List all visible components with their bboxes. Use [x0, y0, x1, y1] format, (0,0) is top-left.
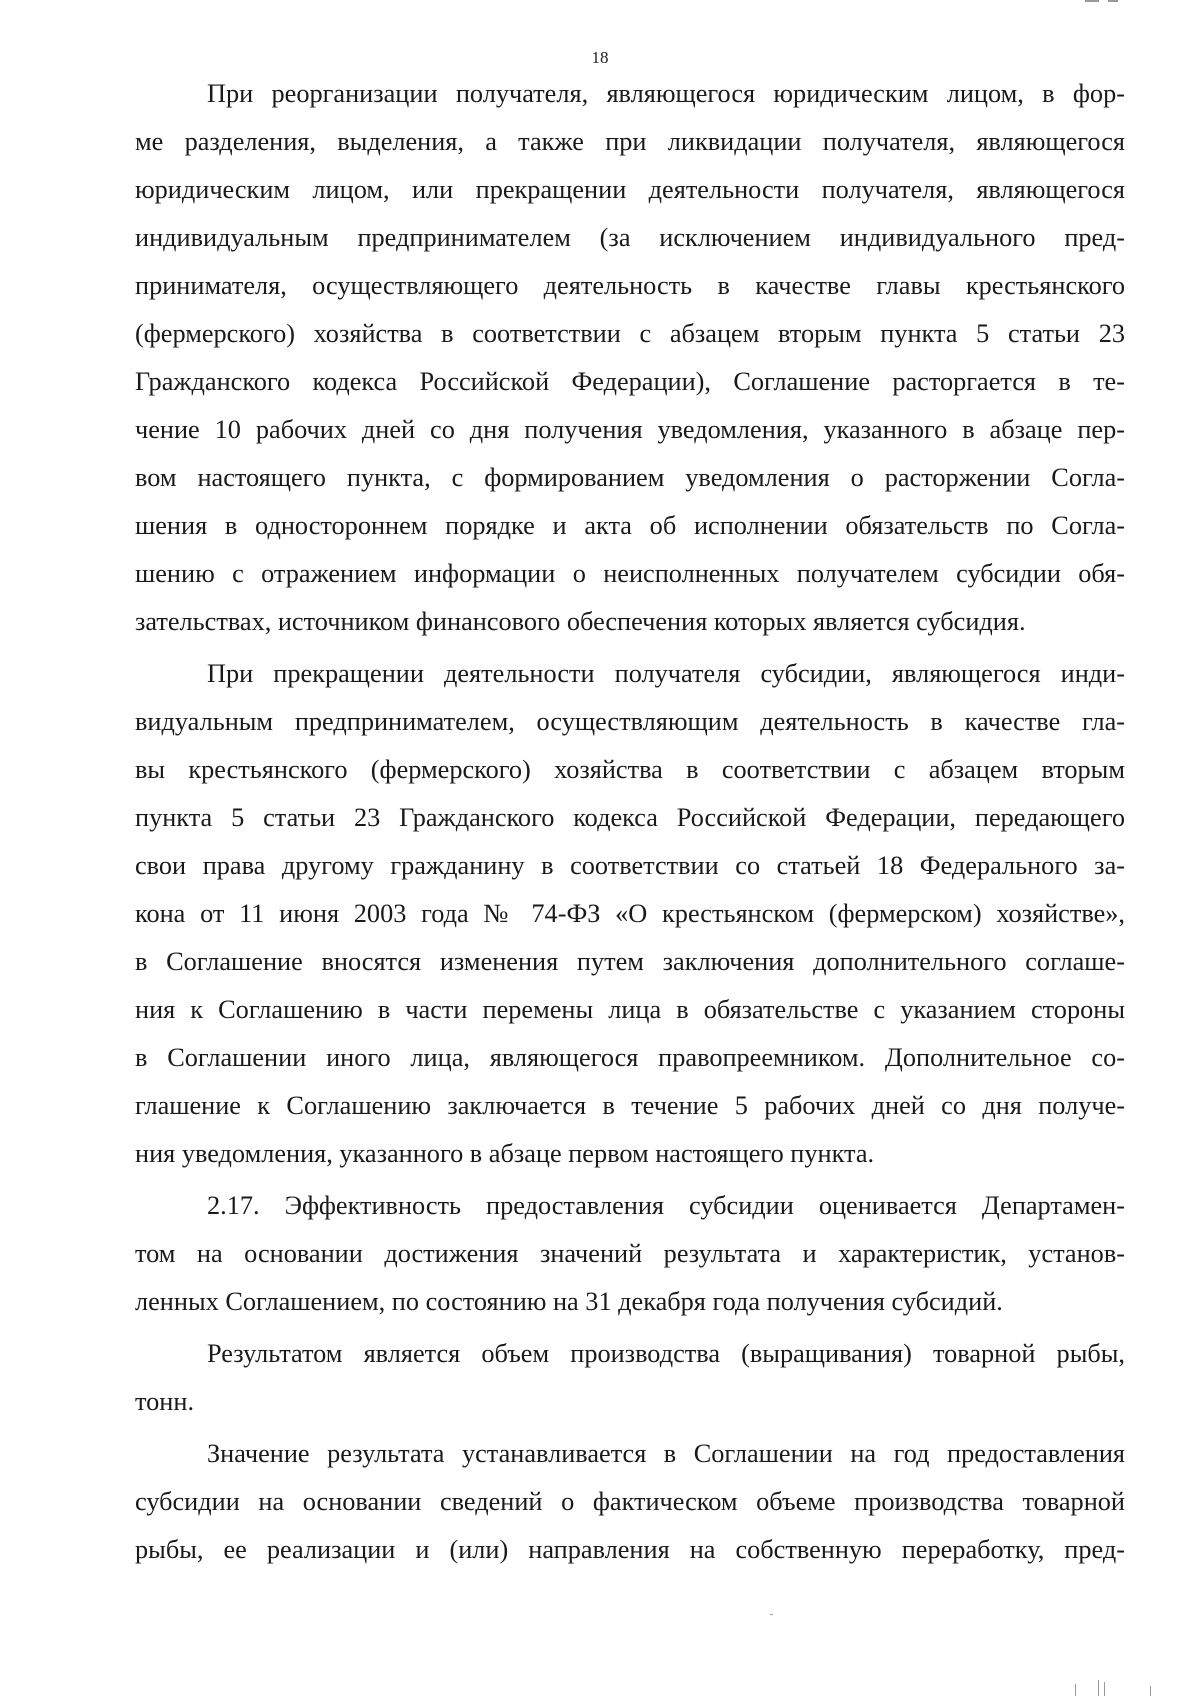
scan-artifact	[1108, 0, 1118, 2]
text-line: в Соглашение вносятся изменения путем заключения дополнительного соглаше-	[135, 947, 1125, 976]
scan-artifact	[1098, 1680, 1099, 1696]
text-line: тонн.	[135, 1387, 195, 1416]
text-line: вы крестьянского (фермерского) хозяйства в соответствии с абзацем вторым	[135, 755, 1125, 784]
text-line: шению с отражением информации о неисполненных получателем субсидии обя-	[135, 559, 1125, 588]
text-line: ме разделения, выделения, а также при ликвидации получателя, являющегося	[135, 127, 1125, 156]
paragraph-result	[135, 1330, 1125, 1426]
text-line: При реорганизации получателя, являющегося юридическим лицом, в фор-	[207, 79, 1125, 108]
text-line: шения в одностороннем порядке и акта об исполнении обязательств по Согла-	[135, 511, 1125, 540]
text-line: субсидии на основании сведений о фактическом объеме производства товарной	[135, 1487, 1125, 1516]
text-line: видуальным предпринимателем, осуществляющим деятельность в качестве гла-	[135, 707, 1125, 736]
scan-artifact	[1075, 1684, 1076, 1696]
text-line: глашение к Соглашению заключается в течение 5 рабочих дней со дня получе-	[135, 1091, 1125, 1120]
page-number: 18	[591, 48, 609, 67]
text-line: зательствах, источником финансового обеспечения которых является субсидия.	[135, 607, 1026, 636]
text-line: ния к Соглашению в части перемены лица в обязательстве с указанием стороны	[135, 995, 1125, 1024]
text-line: рыбы, ее реализации и (или) направления на собственную переработку, пред-	[135, 1535, 1125, 1564]
document-body	[135, 70, 1125, 1576]
paragraph-section-2-17	[135, 1182, 1125, 1326]
paragraph-termination	[135, 650, 1125, 1178]
text-line: (фермерского) хозяйства в соответствии с абзацем вторым пункта 5 статьи 23	[135, 319, 1125, 348]
text-line: Гражданского кодекса Российской Федерации), Соглашение расторгается в те-	[135, 367, 1125, 396]
text-line: кона от 11 июня 2003 года № 74-ФЗ «О крестьянском (фермерском) хозяйстве»,	[135, 899, 1125, 928]
text-line: индивидуальным предпринимателем (за исключением индивидуального пред-	[135, 223, 1125, 252]
text-line: Результатом является объем производства (выращивания) товарной рыбы,	[207, 1339, 1125, 1368]
paragraph-result-value	[135, 1430, 1125, 1574]
scan-artifact	[1104, 1682, 1105, 1696]
text-line: юридическим лицом, или прекращении деятельности получателя, являющегося	[135, 175, 1125, 204]
text-line: 2.17. Эффективность предоставления субсидии оценивается Департамен-	[207, 1191, 1125, 1220]
text-line: пункта 5 статьи 23 Гражданского кодекса Российской Федерации, передающего	[135, 803, 1125, 832]
text-line: принимателя, осуществляющего деятельность в качестве главы крестьянского	[135, 271, 1125, 300]
text-line: свои права другому гражданину в соответствии со статьей 18 Федерального за-	[135, 851, 1125, 880]
text-line: в Соглашении иного лица, являющегося правопреемником. Дополнительное со-	[135, 1043, 1125, 1072]
text-line: Значение результата устанавливается в Соглашении на год предоставления	[207, 1439, 1125, 1468]
text-line: вом настоящего пункта, с формированием уведомления о расторжении Согла-	[135, 463, 1125, 492]
text-line: чение 10 рабочих дней со дня получения уведомления, указанного в абзаце пер-	[135, 415, 1125, 444]
paragraph-reorganization	[135, 70, 1125, 646]
text-line: ния уведомления, указанного в абзаце первом настоящего пункта.	[135, 1139, 875, 1168]
text-line: ленных Соглашением, по состоянию на 31 декабря года получения субсидий.	[135, 1287, 1003, 1316]
text-line: При прекращении деятельности получателя субсидии, являющегося инди-	[207, 659, 1125, 688]
scan-artifact	[1085, 0, 1099, 2]
scan-artifact	[1150, 1686, 1151, 1696]
text-line: том на основании достижения значений результата и характеристик, установ-	[135, 1239, 1125, 1268]
scan-artifact	[770, 1614, 773, 1615]
